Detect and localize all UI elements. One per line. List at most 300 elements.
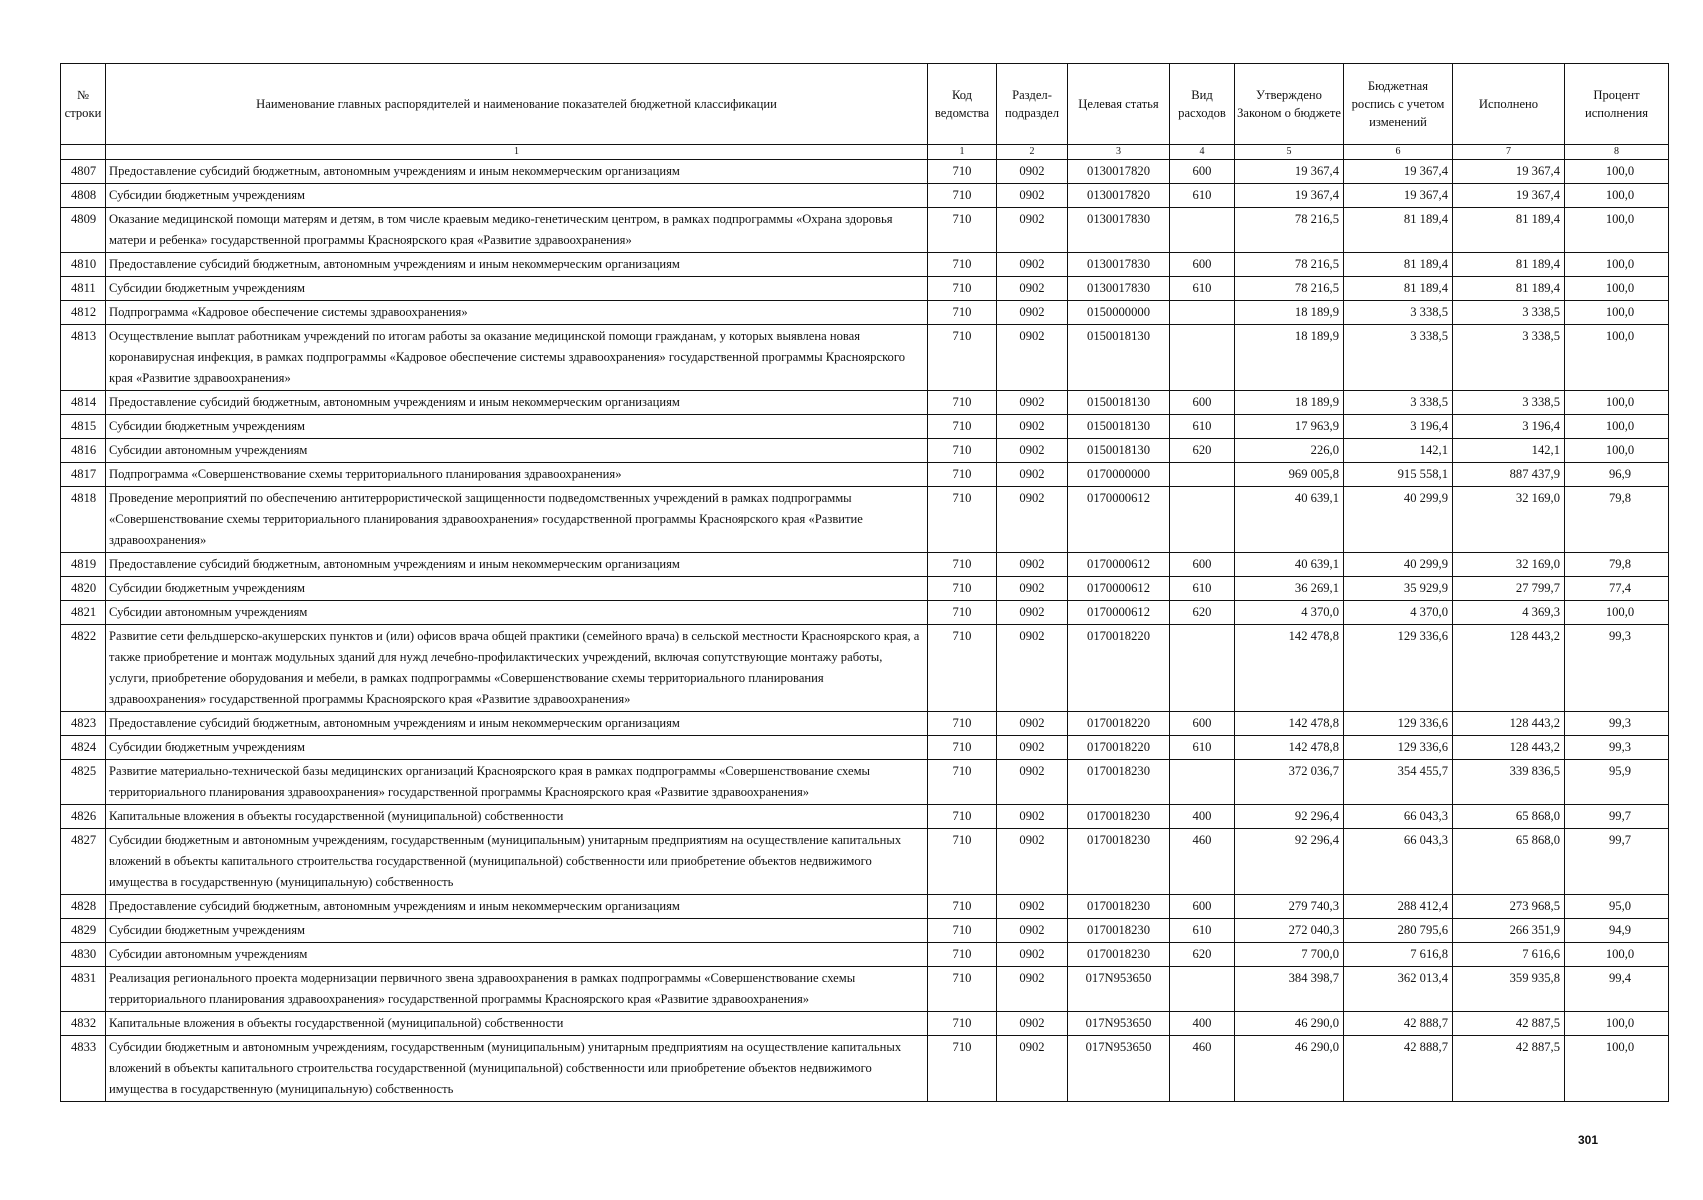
row-kind: 600 <box>1170 895 1235 919</box>
row-section: 0902 <box>997 184 1068 208</box>
row-name: Реализация регионального проекта модернизации первичного звена здравоохранения в рамках подпрограммы «Совершенствование схемы территориального планирования здравоохранения» государственной программы Красноярского края «Развитие здравоохранения» <box>106 967 928 1012</box>
row-name: Капитальные вложения в объекты государственной (муниципальной) собственности <box>106 1012 928 1036</box>
table-row <box>61 439 1669 463</box>
row-number: 4833 <box>61 1036 106 1102</box>
row-percent: 99,7 <box>1565 829 1669 895</box>
row-dept-code: 710 <box>928 919 997 943</box>
row-approved: 384 398,7 <box>1235 967 1344 1012</box>
row-number: 4832 <box>61 1012 106 1036</box>
row-executed: 273 968,5 <box>1453 895 1565 919</box>
row-section: 0902 <box>997 943 1068 967</box>
row-kind <box>1170 463 1235 487</box>
row-target: 0170000612 <box>1068 577 1170 601</box>
row-executed: 3 338,5 <box>1453 391 1565 415</box>
row-number: 4828 <box>61 895 106 919</box>
row-budget-list: 40 299,9 <box>1344 553 1453 577</box>
row-target: 0170018230 <box>1068 829 1170 895</box>
header-row-no: № строки <box>61 64 106 145</box>
row-number: 4825 <box>61 760 106 805</box>
row-kind: 400 <box>1170 1012 1235 1036</box>
row-budget-list: 354 455,7 <box>1344 760 1453 805</box>
table-row <box>61 301 1669 325</box>
row-percent: 100,0 <box>1565 1036 1669 1102</box>
row-approved: 19 367,4 <box>1235 184 1344 208</box>
row-section: 0902 <box>997 895 1068 919</box>
column-number: 4 <box>1170 145 1235 160</box>
row-approved: 18 189,9 <box>1235 325 1344 391</box>
column-number: 2 <box>997 145 1068 160</box>
row-approved: 46 290,0 <box>1235 1036 1344 1102</box>
row-approved: 226,0 <box>1235 439 1344 463</box>
table-row <box>61 919 1669 943</box>
row-dept-code: 710 <box>928 277 997 301</box>
row-budget-list: 129 336,6 <box>1344 736 1453 760</box>
row-target: 017N953650 <box>1068 1036 1170 1102</box>
row-number: 4811 <box>61 277 106 301</box>
row-name: Субсидии бюджетным учреждениям <box>106 577 928 601</box>
row-section: 0902 <box>997 577 1068 601</box>
row-dept-code: 710 <box>928 895 997 919</box>
row-dept-code: 710 <box>928 463 997 487</box>
row-dept-code: 710 <box>928 160 997 184</box>
row-approved: 78 216,5 <box>1235 277 1344 301</box>
row-target: 0130017820 <box>1068 184 1170 208</box>
row-target: 0170000612 <box>1068 487 1170 553</box>
row-budget-list: 81 189,4 <box>1344 253 1453 277</box>
row-dept-code: 710 <box>928 184 997 208</box>
row-name: Предоставление субсидий бюджетным, автономным учреждениям и иным некоммерческим организациям <box>106 253 928 277</box>
row-percent: 100,0 <box>1565 943 1669 967</box>
row-section: 0902 <box>997 760 1068 805</box>
row-approved: 78 216,5 <box>1235 208 1344 253</box>
row-target: 0130017820 <box>1068 160 1170 184</box>
row-executed: 81 189,4 <box>1453 253 1565 277</box>
row-number: 4822 <box>61 625 106 712</box>
row-approved: 46 290,0 <box>1235 1012 1344 1036</box>
row-target: 0130017830 <box>1068 277 1170 301</box>
table-row <box>61 712 1669 736</box>
row-executed: 3 338,5 <box>1453 325 1565 391</box>
row-approved: 19 367,4 <box>1235 160 1344 184</box>
row-number: 4814 <box>61 391 106 415</box>
row-name: Субсидии бюджетным учреждениям <box>106 736 928 760</box>
row-target: 0150018130 <box>1068 415 1170 439</box>
header-approved: Утверждено Законом о бюджете <box>1235 64 1344 145</box>
row-target: 0170018220 <box>1068 625 1170 712</box>
row-kind: 610 <box>1170 415 1235 439</box>
row-percent: 99,3 <box>1565 712 1669 736</box>
table-row <box>61 601 1669 625</box>
row-name: Субсидии бюджетным учреждениям <box>106 919 928 943</box>
table-body <box>61 160 1669 1102</box>
table-row <box>61 160 1669 184</box>
table-row <box>61 391 1669 415</box>
row-dept-code: 710 <box>928 943 997 967</box>
row-approved: 372 036,7 <box>1235 760 1344 805</box>
row-percent: 79,8 <box>1565 487 1669 553</box>
row-executed: 142,1 <box>1453 439 1565 463</box>
row-executed: 19 367,4 <box>1453 160 1565 184</box>
row-section: 0902 <box>997 160 1068 184</box>
row-budget-list: 42 888,7 <box>1344 1012 1453 1036</box>
row-executed: 339 836,5 <box>1453 760 1565 805</box>
table-row <box>61 895 1669 919</box>
row-budget-list: 66 043,3 <box>1344 829 1453 895</box>
row-section: 0902 <box>997 967 1068 1012</box>
row-budget-list: 7 616,8 <box>1344 943 1453 967</box>
table-row <box>61 415 1669 439</box>
row-section: 0902 <box>997 919 1068 943</box>
row-number: 4826 <box>61 805 106 829</box>
row-kind: 610 <box>1170 919 1235 943</box>
row-section: 0902 <box>997 1036 1068 1102</box>
row-budget-list: 35 929,9 <box>1344 577 1453 601</box>
row-percent: 100,0 <box>1565 391 1669 415</box>
row-section: 0902 <box>997 463 1068 487</box>
row-percent: 100,0 <box>1565 160 1669 184</box>
column-number: 7 <box>1453 145 1565 160</box>
row-executed: 19 367,4 <box>1453 184 1565 208</box>
row-percent: 96,9 <box>1565 463 1669 487</box>
row-executed: 887 437,9 <box>1453 463 1565 487</box>
table-row <box>61 967 1669 1012</box>
row-kind <box>1170 760 1235 805</box>
row-dept-code: 710 <box>928 736 997 760</box>
row-dept-code: 710 <box>928 325 997 391</box>
row-dept-code: 710 <box>928 439 997 463</box>
row-number: 4830 <box>61 943 106 967</box>
row-executed: 65 868,0 <box>1453 805 1565 829</box>
row-target: 0170018220 <box>1068 736 1170 760</box>
row-dept-code: 710 <box>928 208 997 253</box>
row-percent: 95,0 <box>1565 895 1669 919</box>
row-name: Предоставление субсидий бюджетным, автономным учреждениям и иным некоммерческим организациям <box>106 391 928 415</box>
row-budget-list: 40 299,9 <box>1344 487 1453 553</box>
row-dept-code: 710 <box>928 253 997 277</box>
column-number-blank <box>61 145 106 160</box>
row-kind <box>1170 301 1235 325</box>
row-dept-code: 710 <box>928 760 997 805</box>
row-kind <box>1170 208 1235 253</box>
row-approved: 40 639,1 <box>1235 553 1344 577</box>
row-number: 4816 <box>61 439 106 463</box>
row-percent: 100,0 <box>1565 277 1669 301</box>
row-kind: 460 <box>1170 829 1235 895</box>
row-name: Подпрограмма «Совершенствование схемы территориального планирования здравоохранения» <box>106 463 928 487</box>
row-kind: 600 <box>1170 553 1235 577</box>
row-kind: 400 <box>1170 805 1235 829</box>
table-row <box>61 829 1669 895</box>
row-percent: 100,0 <box>1565 301 1669 325</box>
row-section: 0902 <box>997 253 1068 277</box>
table-header <box>61 64 1669 160</box>
row-name: Предоставление субсидий бюджетным, автономным учреждениям и иным некоммерческим организациям <box>106 712 928 736</box>
header-section: Раздел-подраздел <box>997 64 1068 145</box>
row-number: 4823 <box>61 712 106 736</box>
row-number: 4817 <box>61 463 106 487</box>
row-number: 4821 <box>61 601 106 625</box>
row-number: 4819 <box>61 553 106 577</box>
table-row <box>61 553 1669 577</box>
row-percent: 100,0 <box>1565 253 1669 277</box>
row-kind: 600 <box>1170 253 1235 277</box>
row-executed: 81 189,4 <box>1453 208 1565 253</box>
row-executed: 3 338,5 <box>1453 301 1565 325</box>
row-target: 0170018220 <box>1068 712 1170 736</box>
row-budget-list: 81 189,4 <box>1344 277 1453 301</box>
row-approved: 18 189,9 <box>1235 391 1344 415</box>
row-section: 0902 <box>997 712 1068 736</box>
row-approved: 142 478,8 <box>1235 736 1344 760</box>
row-percent: 100,0 <box>1565 439 1669 463</box>
row-section: 0902 <box>997 439 1068 463</box>
row-kind: 620 <box>1170 439 1235 463</box>
row-kind: 460 <box>1170 1036 1235 1102</box>
row-budget-list: 66 043,3 <box>1344 805 1453 829</box>
row-section: 0902 <box>997 829 1068 895</box>
row-target: 0130017830 <box>1068 208 1170 253</box>
table-row <box>61 943 1669 967</box>
row-dept-code: 710 <box>928 487 997 553</box>
row-target: 0170018230 <box>1068 805 1170 829</box>
column-number: 1 <box>106 145 928 160</box>
row-approved: 17 963,9 <box>1235 415 1344 439</box>
row-dept-code: 710 <box>928 1036 997 1102</box>
header-row <box>61 64 1669 145</box>
row-approved: 142 478,8 <box>1235 712 1344 736</box>
table-row <box>61 277 1669 301</box>
row-name: Подпрограмма «Кадровое обеспечение системы здравоохранения» <box>106 301 928 325</box>
row-number: 4818 <box>61 487 106 553</box>
row-kind: 610 <box>1170 184 1235 208</box>
row-number: 4813 <box>61 325 106 391</box>
row-executed: 32 169,0 <box>1453 553 1565 577</box>
row-percent: 99,7 <box>1565 805 1669 829</box>
row-kind: 620 <box>1170 943 1235 967</box>
row-approved: 36 269,1 <box>1235 577 1344 601</box>
row-name: Оказание медицинской помощи матерям и детям, в том числе краевым медико-генетическим центром, в рамках подпрограммы «Охрана здоровья матери и ребенка» государственной программы Красноярского края «Развитие здравоохранения» <box>106 208 928 253</box>
row-target: 0150018130 <box>1068 391 1170 415</box>
row-kind <box>1170 487 1235 553</box>
row-budget-list: 915 558,1 <box>1344 463 1453 487</box>
row-executed: 4 369,3 <box>1453 601 1565 625</box>
row-name: Субсидии бюджетным учреждениям <box>106 184 928 208</box>
row-percent: 100,0 <box>1565 208 1669 253</box>
row-approved: 4 370,0 <box>1235 601 1344 625</box>
row-target: 0170000612 <box>1068 601 1170 625</box>
row-section: 0902 <box>997 325 1068 391</box>
row-number: 4812 <box>61 301 106 325</box>
row-name: Предоставление субсидий бюджетным, автономным учреждениям и иным некоммерческим организациям <box>106 553 928 577</box>
column-number: 6 <box>1344 145 1453 160</box>
row-name: Развитие сети фельдшерско-акушерских пунктов и (или) офисов врача общей практики (семейного врача) в сельской местности Красноярского края, а также приобретение и монтаж модульных зданий для нужд лечебно-профилактических учреждений, включая сопутствующие монтажу работы, услуги, приобретение оборудования и мебели, в рамках подпрограммы «Совершенствование схемы территориального планирования здравоохранения» государственной программы Красноярского края «Развитие здравоохранения» <box>106 625 928 712</box>
header-kind: Вид расходов <box>1170 64 1235 145</box>
row-percent: 99,3 <box>1565 625 1669 712</box>
row-percent: 100,0 <box>1565 601 1669 625</box>
row-kind <box>1170 325 1235 391</box>
table-row <box>61 805 1669 829</box>
row-percent: 100,0 <box>1565 1012 1669 1036</box>
row-name: Субсидии бюджетным и автономным учреждениям, государственным (муниципальным) унитарным предприятиям на осуществление капитальных вложений в объекты капитального строительства государственной (муниципальной) собственности или приобретение объектов недвижимого имущества в государственную (муниципальную) собственность <box>106 829 928 895</box>
row-budget-list: 3 338,5 <box>1344 301 1453 325</box>
row-approved: 272 040,3 <box>1235 919 1344 943</box>
row-number: 4810 <box>61 253 106 277</box>
row-section: 0902 <box>997 601 1068 625</box>
row-target: 0170018230 <box>1068 760 1170 805</box>
row-target: 0150018130 <box>1068 325 1170 391</box>
row-dept-code: 710 <box>928 805 997 829</box>
row-section: 0902 <box>997 415 1068 439</box>
row-percent: 100,0 <box>1565 415 1669 439</box>
column-number: 3 <box>1068 145 1170 160</box>
row-percent: 95,9 <box>1565 760 1669 805</box>
row-section: 0902 <box>997 736 1068 760</box>
row-kind: 600 <box>1170 712 1235 736</box>
row-section: 0902 <box>997 625 1068 712</box>
row-number: 4815 <box>61 415 106 439</box>
row-section: 0902 <box>997 391 1068 415</box>
table-row <box>61 487 1669 553</box>
row-section: 0902 <box>997 301 1068 325</box>
row-name: Предоставление субсидий бюджетным, автономным учреждениям и иным некоммерческим организациям <box>106 895 928 919</box>
row-budget-list: 42 888,7 <box>1344 1036 1453 1102</box>
row-target: 017N953650 <box>1068 1012 1170 1036</box>
row-number: 4829 <box>61 919 106 943</box>
row-number: 4824 <box>61 736 106 760</box>
row-budget-list: 3 196,4 <box>1344 415 1453 439</box>
row-budget-list: 129 336,6 <box>1344 625 1453 712</box>
row-section: 0902 <box>997 277 1068 301</box>
row-approved: 142 478,8 <box>1235 625 1344 712</box>
row-budget-list: 3 338,5 <box>1344 391 1453 415</box>
table-row <box>61 253 1669 277</box>
row-name: Субсидии автономным учреждениям <box>106 943 928 967</box>
row-approved: 92 296,4 <box>1235 805 1344 829</box>
row-executed: 81 189,4 <box>1453 277 1565 301</box>
row-kind: 610 <box>1170 736 1235 760</box>
row-name: Развитие материально-технической базы медицинских организаций Красноярского края в рамках подпрограммы «Совершенствование схемы территориального планирования здравоохранения» государственной программы Красноярского края «Развитие здравоохранения» <box>106 760 928 805</box>
row-target: 0170000612 <box>1068 553 1170 577</box>
header-target: Целевая статья <box>1068 64 1170 145</box>
row-budget-list: 3 338,5 <box>1344 325 1453 391</box>
row-number: 4820 <box>61 577 106 601</box>
row-budget-list: 362 013,4 <box>1344 967 1453 1012</box>
row-approved: 78 216,5 <box>1235 253 1344 277</box>
row-dept-code: 710 <box>928 391 997 415</box>
table-row <box>61 1036 1669 1102</box>
row-section: 0902 <box>997 487 1068 553</box>
header-dept-code: Код ведомства <box>928 64 997 145</box>
table-row <box>61 325 1669 391</box>
row-dept-code: 710 <box>928 415 997 439</box>
budget-execution-table <box>60 63 1669 1102</box>
row-number: 4808 <box>61 184 106 208</box>
row-target: 0170000000 <box>1068 463 1170 487</box>
row-dept-code: 710 <box>928 1012 997 1036</box>
column-number: 8 <box>1565 145 1669 160</box>
row-dept-code: 710 <box>928 601 997 625</box>
row-name: Проведение мероприятий по обеспечению антитеррористической защищенности подведомственных учреждений в рамках подпрограммы «Совершенствование схемы территориального планирования здравоохранения» государственной программы Красноярского края «Развитие здравоохранения» <box>106 487 928 553</box>
row-name: Осуществление выплат работникам учреждений по итогам работы за оказание медицинской помощи гражданам, у которых выявлена новая коронавирусная инфекция, в рамках подпрограммы «Кадровое обеспечение системы здравоохранения» государственной программы Красноярского края «Развитие здравоохранения» <box>106 325 928 391</box>
row-executed: 3 196,4 <box>1453 415 1565 439</box>
row-approved: 92 296,4 <box>1235 829 1344 895</box>
row-executed: 42 887,5 <box>1453 1036 1565 1102</box>
row-target: 0170018230 <box>1068 919 1170 943</box>
row-percent: 79,8 <box>1565 553 1669 577</box>
row-executed: 65 868,0 <box>1453 829 1565 895</box>
row-target: 0130017830 <box>1068 253 1170 277</box>
row-number: 4827 <box>61 829 106 895</box>
row-approved: 40 639,1 <box>1235 487 1344 553</box>
table-row <box>61 463 1669 487</box>
row-kind: 600 <box>1170 160 1235 184</box>
row-target: 0170018230 <box>1068 943 1170 967</box>
row-budget-list: 81 189,4 <box>1344 208 1453 253</box>
column-number-row <box>61 145 1669 160</box>
header-percent: Процент исполнения <box>1565 64 1669 145</box>
row-approved: 18 189,9 <box>1235 301 1344 325</box>
row-number: 4809 <box>61 208 106 253</box>
row-executed: 32 169,0 <box>1453 487 1565 553</box>
page-number: 301 <box>1578 1133 1599 1147</box>
table-row <box>61 208 1669 253</box>
row-target: 0150000000 <box>1068 301 1170 325</box>
table-row <box>61 577 1669 601</box>
row-dept-code: 710 <box>928 301 997 325</box>
row-executed: 7 616,6 <box>1453 943 1565 967</box>
row-executed: 128 443,2 <box>1453 736 1565 760</box>
table-row <box>61 736 1669 760</box>
row-percent: 94,9 <box>1565 919 1669 943</box>
row-percent: 99,4 <box>1565 967 1669 1012</box>
row-dept-code: 710 <box>928 625 997 712</box>
row-executed: 27 799,7 <box>1453 577 1565 601</box>
row-executed: 128 443,2 <box>1453 712 1565 736</box>
row-percent: 99,3 <box>1565 736 1669 760</box>
header-name: Наименование главных распорядителей и наименование показателей бюджетной классификации <box>106 64 928 145</box>
row-section: 0902 <box>997 208 1068 253</box>
row-kind: 610 <box>1170 277 1235 301</box>
row-approved: 279 740,3 <box>1235 895 1344 919</box>
row-target: 0170018230 <box>1068 895 1170 919</box>
row-budget-list: 280 795,6 <box>1344 919 1453 943</box>
row-executed: 42 887,5 <box>1453 1012 1565 1036</box>
table-row <box>61 1012 1669 1036</box>
row-dept-code: 710 <box>928 967 997 1012</box>
row-budget-list: 129 336,6 <box>1344 712 1453 736</box>
row-name: Субсидии бюджетным учреждениям <box>106 415 928 439</box>
row-executed: 266 351,9 <box>1453 919 1565 943</box>
row-budget-list: 288 412,4 <box>1344 895 1453 919</box>
row-executed: 359 935,8 <box>1453 967 1565 1012</box>
row-name: Субсидии автономным учреждениям <box>106 439 928 463</box>
row-budget-list: 19 367,4 <box>1344 184 1453 208</box>
header-executed: Исполнено <box>1453 64 1565 145</box>
row-dept-code: 710 <box>928 577 997 601</box>
row-budget-list: 19 367,4 <box>1344 160 1453 184</box>
row-name: Субсидии бюджетным и автономным учреждениям, государственным (муниципальным) унитарным предприятиям на осуществление капитальных вложений в объекты капитального строительства государственной (муниципальной) собственности или приобретение объектов недвижимого имущества в государственную (муниципальную) собственность <box>106 1036 928 1102</box>
row-approved: 7 700,0 <box>1235 943 1344 967</box>
row-budget-list: 142,1 <box>1344 439 1453 463</box>
row-number: 4831 <box>61 967 106 1012</box>
row-name: Капитальные вложения в объекты государственной (муниципальной) собственности <box>106 805 928 829</box>
table-row <box>61 625 1669 712</box>
row-name: Субсидии бюджетным учреждениям <box>106 277 928 301</box>
row-kind: 610 <box>1170 577 1235 601</box>
column-number: 1 <box>928 145 997 160</box>
row-section: 0902 <box>997 805 1068 829</box>
row-section: 0902 <box>997 1012 1068 1036</box>
